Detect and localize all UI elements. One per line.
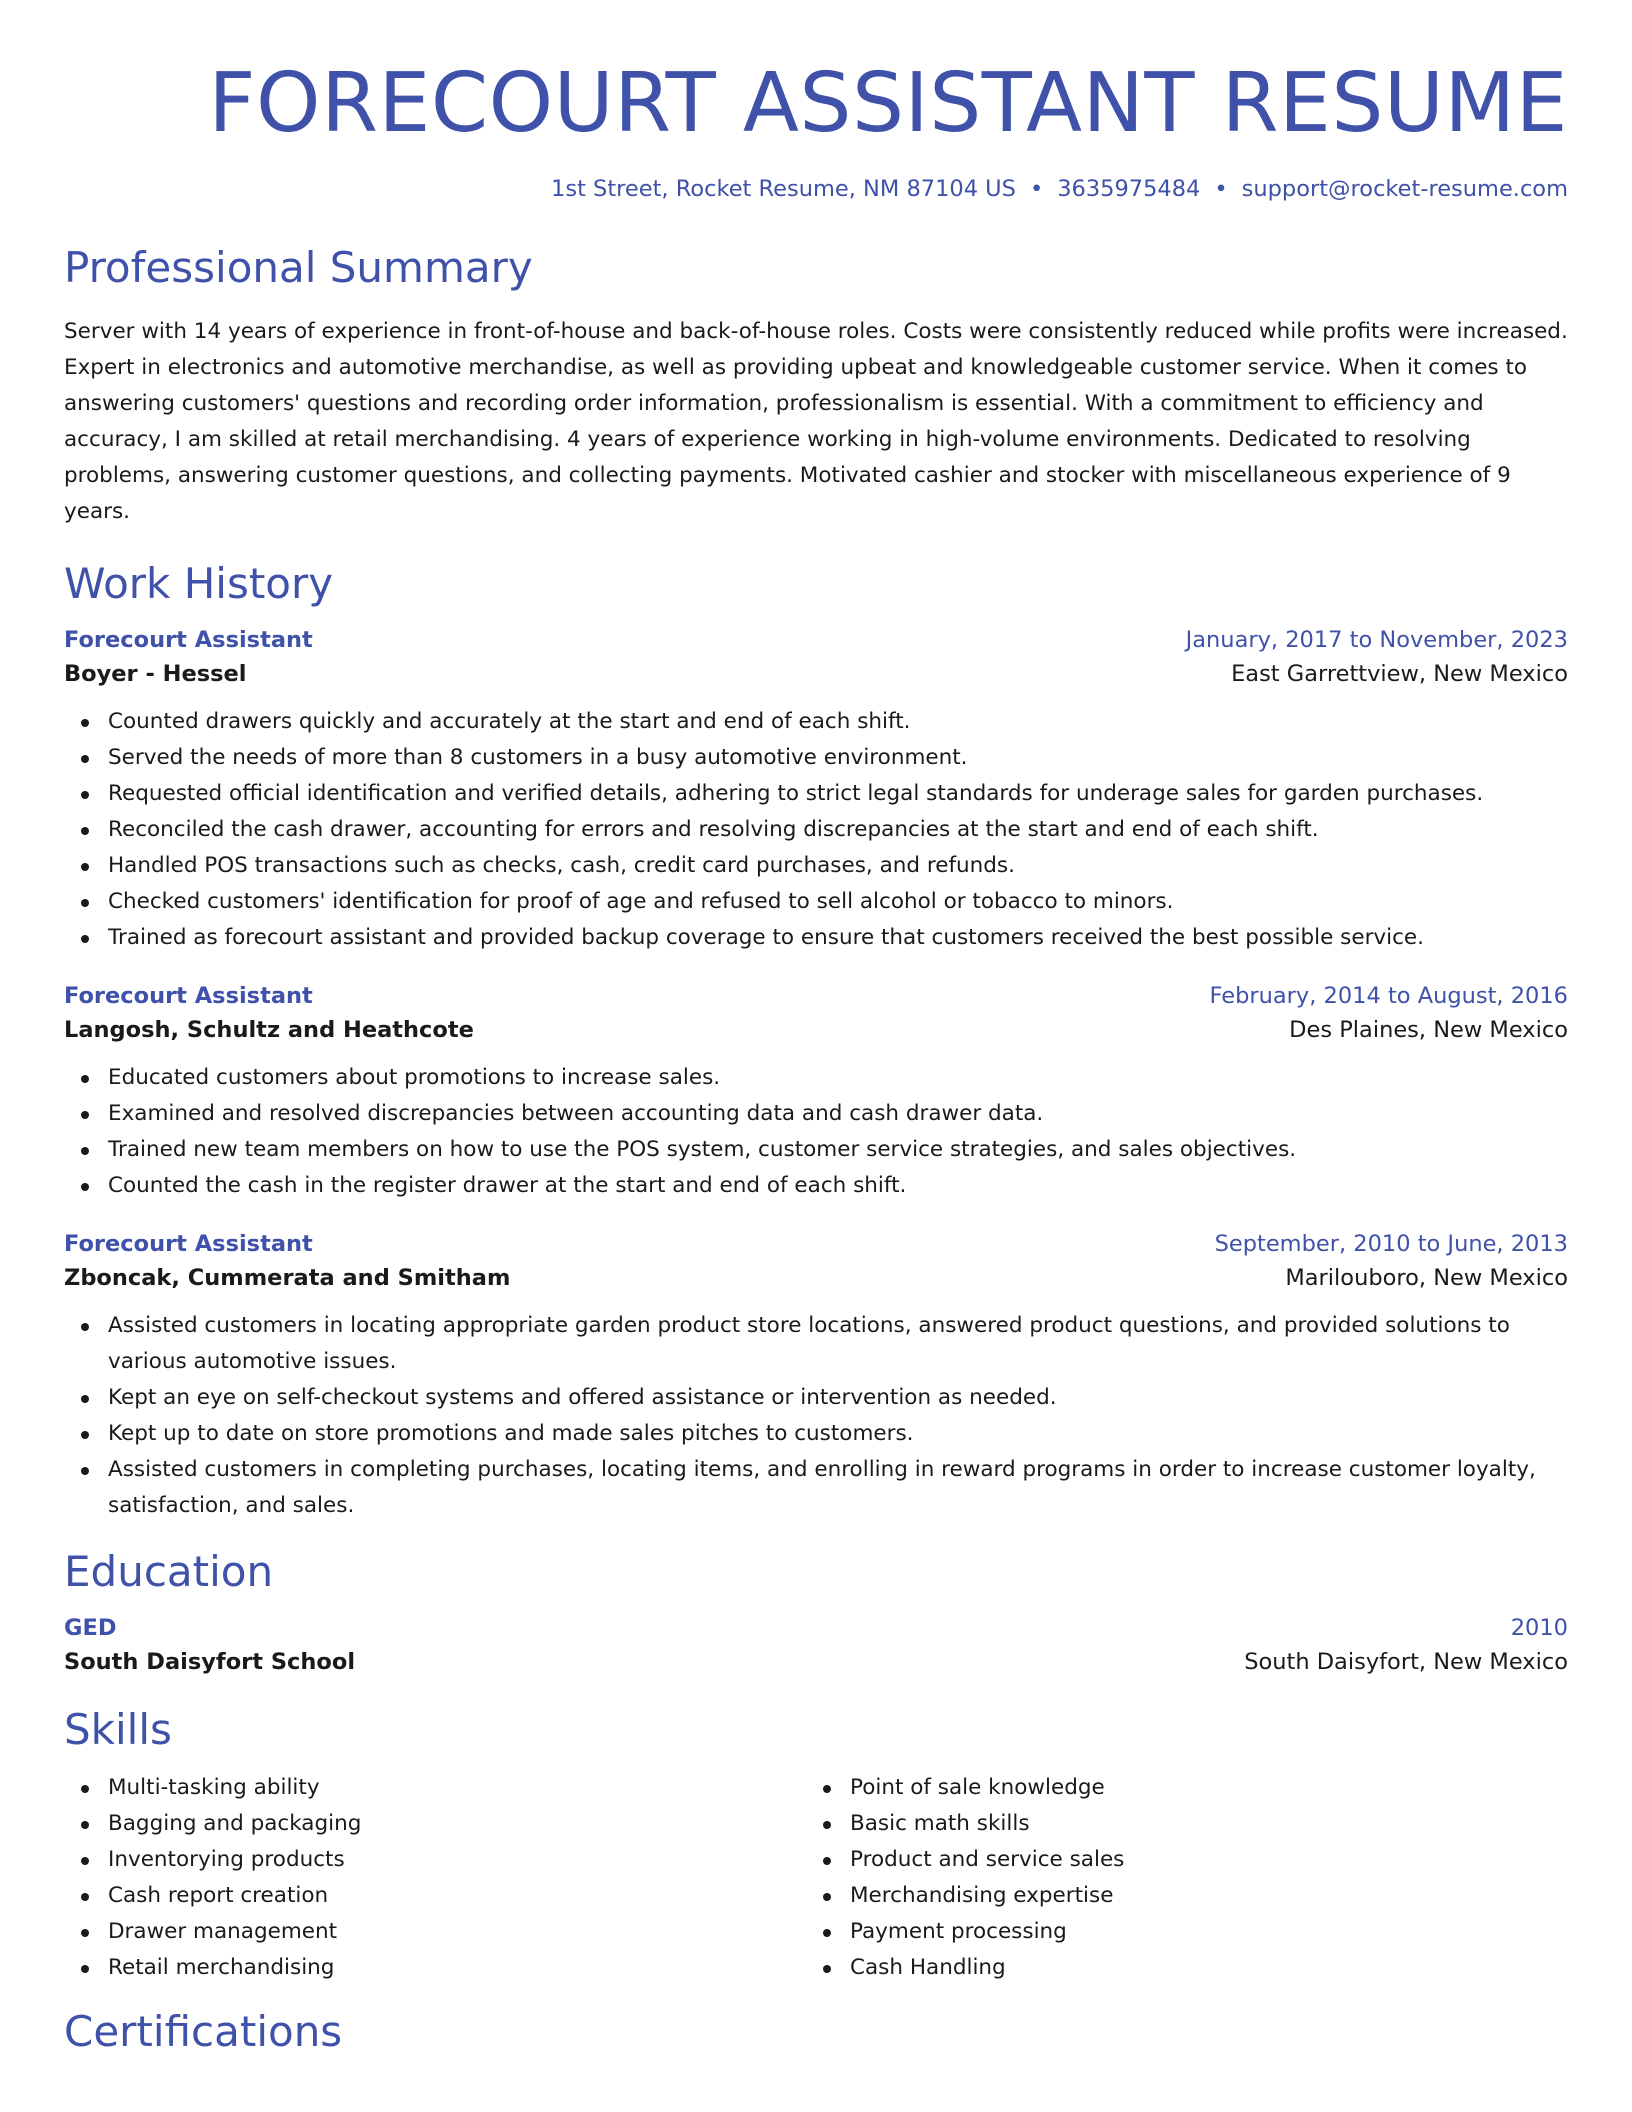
job-bullet: Kept up to date on store promotions and made sales pitches to customers. bbox=[64, 1416, 1568, 1452]
job-location: Marilouboro, New Mexico bbox=[1285, 1265, 1568, 1291]
skill-item: Point of sale knowledge bbox=[806, 1770, 1548, 1806]
skill-item: Cash Handling bbox=[806, 1950, 1548, 1986]
contact-separator: • bbox=[1029, 176, 1044, 202]
summary-heading: Professional Summary bbox=[64, 243, 533, 292]
job-entry bbox=[64, 1228, 1568, 1524]
job-bullet: Examined and resolved discrepancies between accounting data and cash drawer data. bbox=[64, 1096, 1568, 1132]
job-bullet: Checked customers' identification for proof of age and refused to sell alcohol or tobacco to minors. bbox=[64, 884, 1568, 920]
skills-column-left bbox=[64, 1770, 806, 1986]
job-dates: February, 2014 to August, 2016 bbox=[1209, 983, 1568, 1009]
skills-list-right bbox=[806, 1770, 1548, 1986]
education-year: 2010 bbox=[1510, 1615, 1568, 1641]
skill-item: Product and service sales bbox=[806, 1842, 1548, 1878]
skill-item: Payment processing bbox=[806, 1914, 1548, 1950]
job-title: Forecourt Assistant bbox=[64, 627, 313, 653]
job-entry bbox=[64, 624, 1568, 956]
job-header-row bbox=[64, 980, 1568, 1012]
job-location: Des Plaines, New Mexico bbox=[1289, 1017, 1568, 1043]
skill-item: Inventorying products bbox=[64, 1842, 806, 1878]
skills-list-left bbox=[64, 1770, 806, 1986]
skill-item: Merchandising expertise bbox=[806, 1878, 1548, 1914]
job-company-row bbox=[64, 656, 1568, 692]
skills-heading: Skills bbox=[64, 1705, 172, 1754]
education-location: South Daisyfort, New Mexico bbox=[1244, 1649, 1568, 1675]
job-title: Forecourt Assistant bbox=[64, 983, 313, 1009]
skill-item: Multi-tasking ability bbox=[64, 1770, 806, 1806]
summary-text: Server with 14 years of experience in front-of-house and back-of-house roles. Costs were consistently reduced while profits were increased. Expert in electronics and automotive merchandise, as well as providing upbeat and knowledgeable customer service. When it comes to answering customers' questions and recording order information, professionalism is essential. With a commitment to efficiency and accuracy, I am skilled at retail merchandising. 4 years of experience working in high-volume environments. Dedicated to resolving problems, answering customer questions, and collecting payments. Motivated cashier and stocker with miscellaneous experience of 9 years. bbox=[64, 319, 1568, 524]
skill-item: Drawer management bbox=[64, 1914, 806, 1950]
job-header-row bbox=[64, 624, 1568, 656]
education-degree: GED bbox=[64, 1615, 117, 1641]
contact-line bbox=[64, 174, 1568, 204]
skill-item: Cash report creation bbox=[64, 1878, 806, 1914]
job-title: Forecourt Assistant bbox=[64, 1231, 313, 1257]
job-bullet: Trained as forecourt assistant and provided backup coverage to ensure that customers received the best possible service. bbox=[64, 920, 1568, 956]
job-header-row bbox=[64, 1228, 1568, 1260]
job-company-row bbox=[64, 1260, 1568, 1296]
job-bullet: Counted drawers quickly and accurately at the start and end of each shift. bbox=[64, 704, 1568, 740]
contact-phone: 3635975484 bbox=[1057, 176, 1201, 202]
certifications-heading: Certifications bbox=[64, 2007, 343, 2056]
job-bullet: Requested official identification and verified details, adhering to strict legal standards for underage sales for garden purchases. bbox=[64, 776, 1568, 812]
job-bullet: Assisted customers in locating appropriate garden product store locations, answered product questions, and provided solutions to various automotive issues. bbox=[64, 1308, 1568, 1380]
job-bullet: Reconciled the cash drawer, accounting for errors and resolving discrepancies at the start and end of each shift. bbox=[64, 812, 1568, 848]
job-dates: January, 2017 to November, 2023 bbox=[1185, 627, 1568, 653]
job-entry bbox=[64, 980, 1568, 1204]
job-bullet-list bbox=[64, 1308, 1568, 1524]
job-bullet-list bbox=[64, 704, 1568, 956]
skill-item: Basic math skills bbox=[806, 1806, 1548, 1842]
education-entry bbox=[64, 1612, 1568, 1680]
work-history-list bbox=[64, 624, 1568, 1524]
job-location: East Garrettview, New Mexico bbox=[1231, 661, 1568, 687]
job-bullet: Assisted customers in completing purchases, locating items, and enrolling in reward programs in order to increase customer loyalty, satisfaction, and sales. bbox=[64, 1452, 1568, 1524]
skills-grid bbox=[64, 1770, 1568, 1986]
job-bullet: Served the needs of more than 8 customers in a busy automotive environment. bbox=[64, 740, 1568, 776]
contact-address: 1st Street, Rocket Resume, NM 87104 US bbox=[551, 176, 1016, 202]
job-bullet-list bbox=[64, 1060, 1568, 1204]
job-company: Zboncak, Cummerata and Smitham bbox=[64, 1265, 511, 1291]
job-bullet: Educated customers about promotions to increase sales. bbox=[64, 1060, 1568, 1096]
skills-column-right bbox=[806, 1770, 1548, 1986]
contact-email[interactable]: support@rocket-resume.com bbox=[1241, 176, 1568, 202]
contact-separator: • bbox=[1214, 176, 1228, 202]
education-school: South Daisyfort School bbox=[64, 1649, 356, 1675]
job-dates: September, 2010 to June, 2013 bbox=[1214, 1231, 1568, 1257]
resume-page bbox=[64, 0, 1568, 2058]
skill-item: Retail merchandising bbox=[64, 1950, 806, 1986]
job-bullet: Kept an eye on self-checkout systems and offered assistance or intervention as needed. bbox=[64, 1380, 1568, 1416]
job-bullet: Counted the cash in the register drawer at the start and end of each shift. bbox=[64, 1168, 1568, 1204]
resume-name: FORECOURT ASSISTANT RESUME bbox=[208, 56, 1568, 151]
job-company: Langosh, Schultz and Heathcote bbox=[64, 1017, 474, 1043]
job-company-row bbox=[64, 1012, 1568, 1048]
skill-item: Bagging and packaging bbox=[64, 1806, 806, 1842]
job-bullet: Handled POS transactions such as checks, cash, credit card purchases, and refunds. bbox=[64, 848, 1568, 884]
education-heading: Education bbox=[64, 1547, 274, 1596]
job-bullet: Trained new team members on how to use the POS system, customer service strategies, and sales objectives. bbox=[64, 1132, 1568, 1168]
job-company: Boyer - Hessel bbox=[64, 661, 247, 687]
work-history-heading: Work History bbox=[64, 559, 334, 608]
